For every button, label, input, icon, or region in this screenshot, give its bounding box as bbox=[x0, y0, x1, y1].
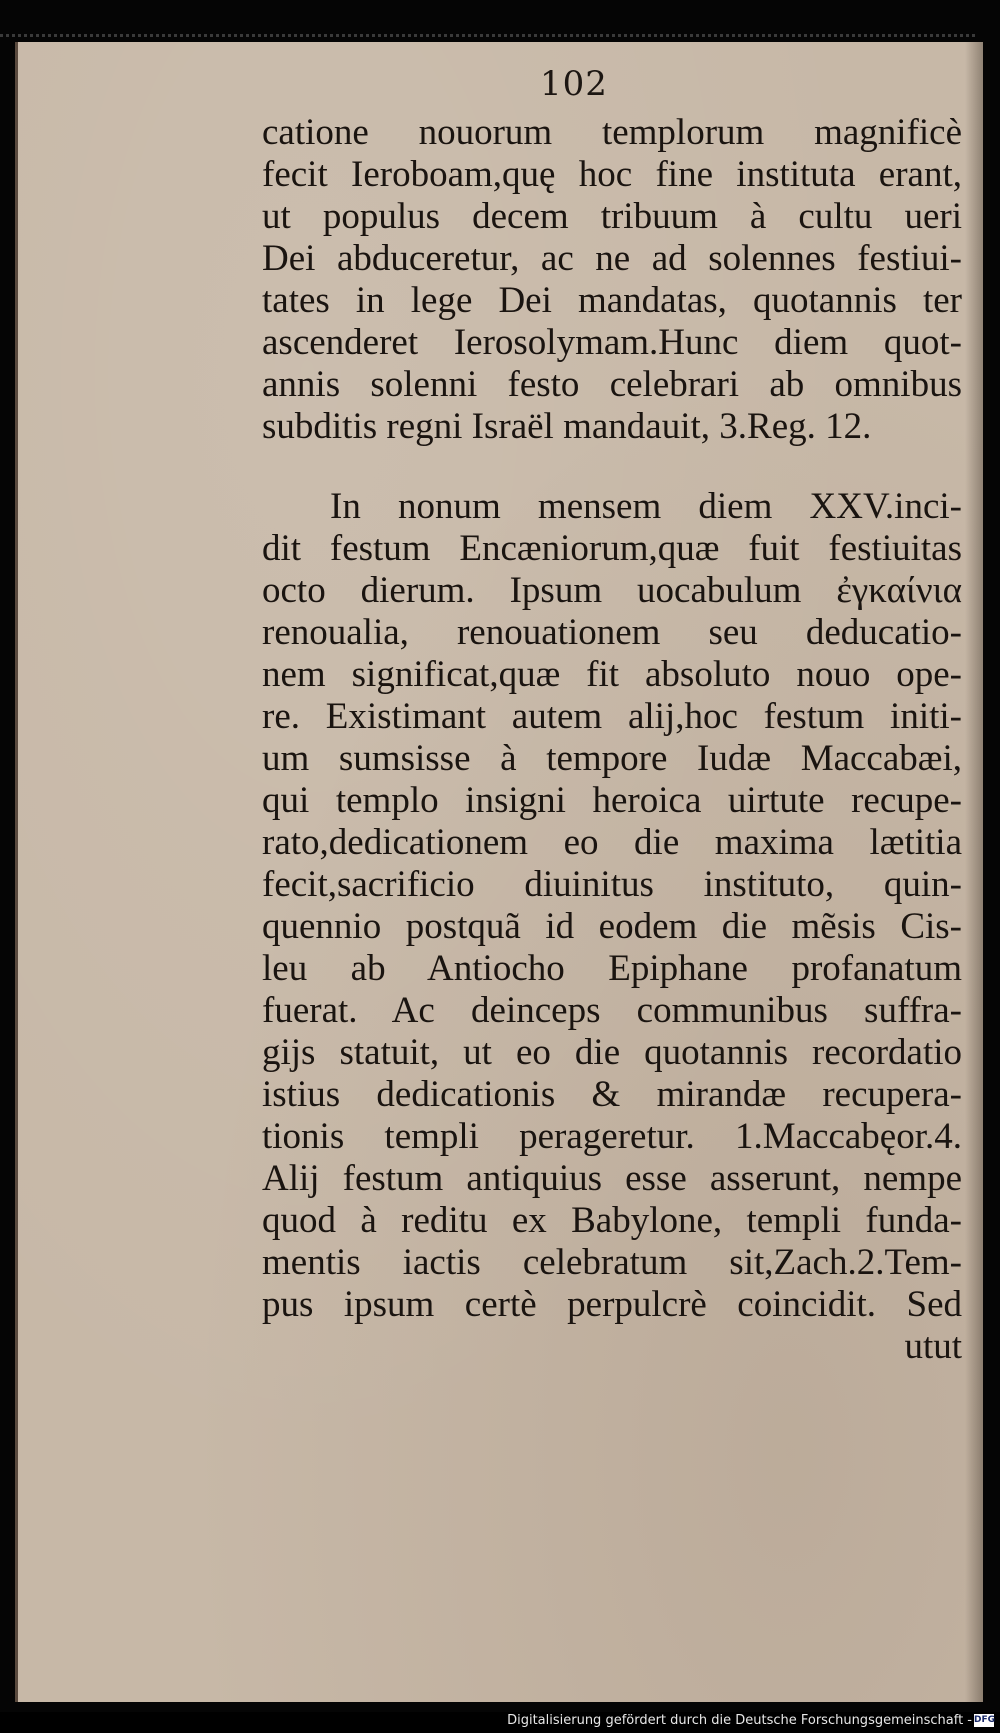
text-line: qui templo insigni heroica uirtute recupe- bbox=[262, 780, 962, 821]
text-line: istius dedicationis & mirandæ recupera- bbox=[262, 1074, 962, 1115]
text-line: fecit Ieroboam,quę hoc fine instituta erant, bbox=[262, 154, 962, 195]
text-line: octo dierum. Ipsum uocabulum ἐγκαίνια bbox=[262, 570, 962, 611]
text-line: quennio postquã id eodem die mẽsis Cis- bbox=[262, 906, 962, 947]
text-line: subditis regni Israël mandauit, 3.Reg. 12. bbox=[262, 406, 872, 447]
text-line: renoualia, renouationem seu deducatio- bbox=[262, 612, 962, 653]
text-line: gijs statuit, ut eo die quotannis recordatio bbox=[262, 1032, 962, 1073]
dfg-logo-icon: DFG bbox=[974, 1715, 996, 1725]
text-line: catione nouorum templorum magnificè bbox=[262, 112, 962, 153]
text-line: In nonum mensem diem XXV.inci- bbox=[330, 486, 962, 527]
text-line: leu ab Antiocho Epiphane profanatum bbox=[262, 948, 962, 989]
text-line: dit festum Encæniorum,quæ fuit festiuitas bbox=[262, 528, 962, 569]
body-text bbox=[262, 112, 962, 1368]
page-number: 102 bbox=[540, 64, 608, 104]
text-line: fecit,sacrificio diuinitus instituto, quin- bbox=[262, 864, 962, 905]
text-line: Dei abduceretur, ac ne ad solennes festiui- bbox=[262, 238, 962, 279]
text-line: tionis templi perageretur. 1.Maccabęor.4. bbox=[262, 1116, 962, 1157]
text-line: nem significat,quæ fit absoluto nouo ope- bbox=[262, 654, 962, 695]
text-line: um sumsisse à tempore Iudæ Maccabæi, bbox=[262, 738, 962, 779]
text-line: Alij festum antiquius esse asserunt, nempe bbox=[262, 1158, 962, 1199]
paragraph-1 bbox=[262, 112, 962, 448]
text-line: ascenderet Ierosolymam.Hunc diem quot- bbox=[262, 322, 962, 363]
text-line: annis solenni festo celebrari ab omnibus bbox=[262, 364, 962, 405]
paragraph-2 bbox=[262, 486, 962, 1326]
text-line: quod à reditu ex Babylone, templi funda- bbox=[262, 1200, 962, 1241]
text-line: tates in lege Dei mandatas, quotannis ter bbox=[262, 280, 962, 321]
text-line: re. Existimant autem alij,hoc festum initi- bbox=[262, 696, 962, 737]
text-line: rato,dedicationem eo die maxima lætitia bbox=[262, 822, 962, 863]
text-line: pus ipsum certè perpulcrè coincidit. Sed bbox=[262, 1284, 962, 1325]
text-line: ut populus decem tribuum à cultu ueri bbox=[262, 196, 962, 237]
page-edge-shadow bbox=[965, 42, 983, 1702]
top-dotted-rule bbox=[0, 34, 975, 37]
text-line: fuerat. Ac deinceps communibus suffra- bbox=[262, 990, 962, 1031]
catchword: utut bbox=[904, 1326, 962, 1367]
text-line: mentis iactis celebratum sit,Zach.2.Tem- bbox=[262, 1242, 962, 1283]
footer-credit: Digitalisierung gefördert durch die Deutsche Forschungsgemeinschaft - bbox=[507, 1713, 972, 1728]
